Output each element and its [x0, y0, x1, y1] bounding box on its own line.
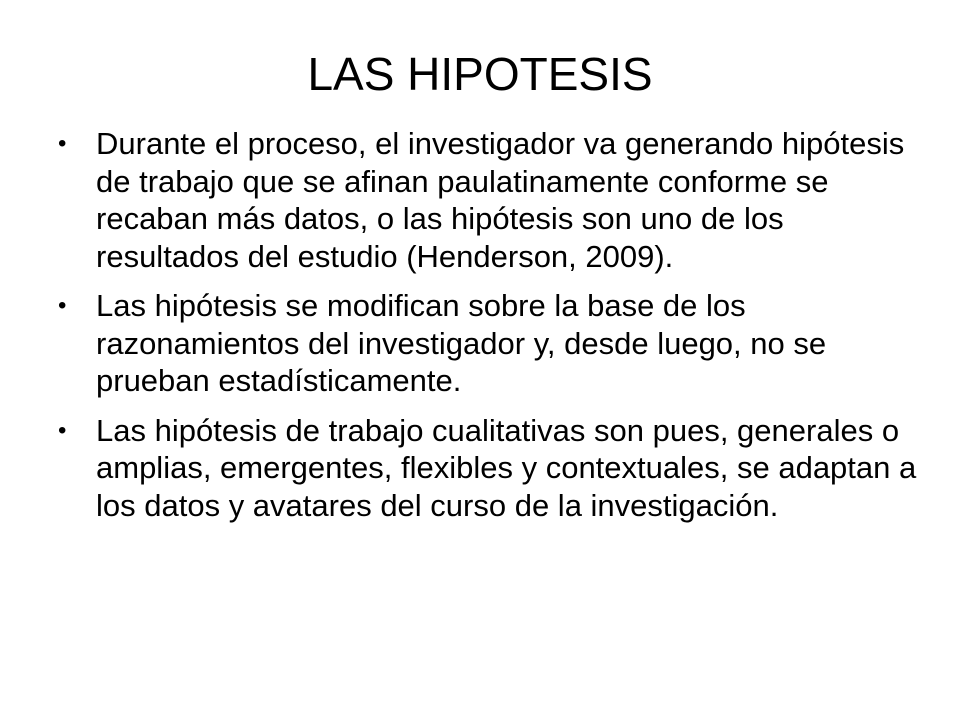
bullet-item: [58, 412, 922, 525]
bullet-text: Las hipótesis se modifican sobre la base de los razonamientos del investigador y, desde luego, no se prueban estadísticamente.: [96, 288, 827, 398]
bullet-item: [58, 287, 922, 400]
bullet-text: Durante el proceso, el investigador va generando hipótesis de trabajo que se afinan paulatinamente conforme se recaban más datos, o las hipótesis son uno de los resultados del estudio (Henderson, 2009).: [96, 126, 905, 274]
bullet-icon: •: [58, 416, 67, 444]
slide-title: LAS HIPOTESIS: [307, 48, 653, 100]
bullet-icon: •: [58, 130, 67, 157]
bullet-text: Las hipótesis de trabajo cualitativas son pues, generales o amplias, emergentes, flexibles y contextuales, se adaptan a los datos y avatares del curso de la investigación.: [96, 412, 917, 523]
bullet-icon: •: [58, 292, 67, 319]
bullet-list: [58, 125, 922, 536]
bullet-item: [58, 125, 922, 275]
